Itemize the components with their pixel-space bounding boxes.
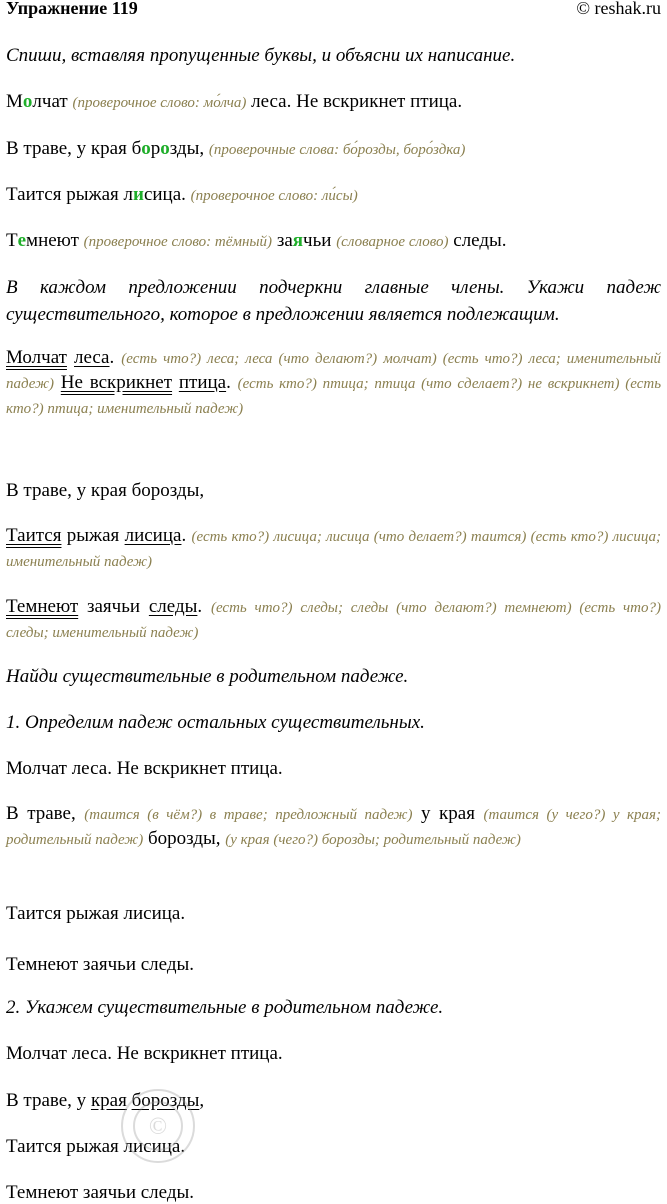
text: р — [150, 138, 161, 159]
analysis-sentence-2: В траве, у края борозды, — [6, 480, 205, 501]
text: леса. Не вскрикнет птица. — [246, 91, 463, 112]
text: . — [197, 596, 211, 617]
header — [6, 0, 661, 22]
text: В траве, — [6, 803, 85, 824]
genitive-sentence-4: Темнеют заячьи следы. — [6, 1182, 195, 1203]
check-word-note: (проверочное слово: тёмный) — [83, 234, 273, 250]
text: борозды, — [143, 828, 226, 849]
case-sentence-3: Таится рыжая лисица. — [6, 903, 186, 924]
case-sentence-2 — [6, 802, 661, 852]
task-instruction-2: В каждом предложении подчеркни главные члены. Укажи падеж существительного, которое в предложении является подлежащим. — [6, 277, 661, 325]
predicate: Таится — [6, 525, 62, 546]
analysis-note: (есть что?) леса; леса (что делают?) молчат) (есть что?) леса; именительный падеж) — [6, 351, 662, 392]
text: В траве, у края б — [6, 138, 142, 159]
analysis-sentence-4 — [6, 595, 661, 645]
text: . — [226, 372, 238, 393]
text: зды, — [169, 138, 209, 159]
inserted-letter: о — [160, 138, 170, 159]
task-instruction-3: Найди существительные в родительном падеже. — [6, 666, 409, 687]
sentence-3 — [6, 183, 661, 208]
analysis-note: (есть что?) следы; следы (что делают?) темнеют) (есть что?) следы; именительный падеж) — [6, 600, 661, 641]
sentence-4 — [6, 229, 661, 254]
text: . — [109, 347, 122, 368]
subject: следы — [148, 596, 198, 617]
text: лчат — [32, 91, 73, 112]
analysis-note: (есть кто?) птица; птица (что сделает?) не вскрикнет) (есть кто?) птица; именительный падеж) — [6, 376, 662, 417]
analysis-sentence-1 — [6, 346, 661, 421]
text: Т — [6, 230, 18, 251]
text: сица. — [143, 184, 191, 205]
exercise-title: Упражнение 119 — [6, 0, 138, 18]
text: В траве, у — [6, 1090, 91, 1111]
check-word-note: (проверочные слова: бо́розды, боро́здка) — [208, 142, 466, 158]
task-instruction-1: Спиши, вставляя пропущенные буквы, и объясни их написание. — [6, 45, 516, 66]
inserted-letter: и — [133, 184, 144, 205]
genitive-sentence-2 — [6, 1089, 661, 1112]
case-sentence-1: Молчат леса. Не вскрикнет птица. — [6, 758, 283, 779]
case-note: (таится (у чего?) у края; родительный падеж) — [6, 807, 661, 848]
sentence-1 — [6, 90, 661, 115]
dictionary-word-note: (словарное слово) — [336, 234, 449, 250]
text: чьи — [303, 230, 337, 251]
site-credit: © reshak.ru — [576, 0, 661, 18]
text: мнеют — [26, 230, 84, 251]
subject: леса — [74, 347, 110, 368]
subject: птица — [178, 372, 227, 393]
case-note: (таится (в чём?) в траве; предложный падеж) — [84, 807, 413, 823]
genitive-noun: края — [90, 1090, 127, 1111]
text: у края — [412, 803, 484, 824]
text: рыжая — [61, 525, 125, 546]
text: Таится рыжая л — [6, 184, 133, 205]
predicate: Не вскрикнет — [60, 372, 173, 393]
step-1-heading: 1. Определим падеж остальных существительных. — [6, 712, 425, 733]
subject: лисица — [124, 525, 182, 546]
genitive-sentence-3: Таится рыжая лисица. — [6, 1136, 186, 1157]
analysis-note: (есть кто?) лисица; лисица (что делает?) таится) (есть кто?) лисица; именительный падеж) — [6, 529, 661, 570]
check-word-note: (проверочное слово: ли́сы) — [190, 188, 358, 204]
text: . — [181, 525, 192, 546]
genitive-sentence-1: Молчат леса. Не вскрикнет птица. — [6, 1043, 283, 1064]
genitive-noun: борозды — [131, 1090, 200, 1111]
svg-text:©: © — [148, 1114, 168, 1140]
inserted-letter: е — [17, 230, 27, 251]
check-word-note: (проверочное слово: мо́лча) — [72, 95, 247, 111]
predicate: Молчат — [6, 347, 67, 368]
inserted-letter: о — [22, 91, 33, 112]
inserted-letter: я — [292, 230, 304, 251]
text: следы. — [448, 230, 507, 251]
case-note: (у края (чего?) борозды; родительный падеж) — [225, 832, 521, 848]
inserted-letter: о — [141, 138, 151, 159]
watermark-logo — [118, 1086, 198, 1166]
sentence-2 — [6, 137, 661, 162]
step-2-heading: 2. Укажем существительные в родительном падеже. — [6, 997, 444, 1018]
text: за — [272, 230, 293, 251]
text: , — [199, 1090, 205, 1111]
text: заячьи — [78, 596, 149, 617]
predicate: Темнеют — [6, 596, 79, 617]
analysis-sentence-3 — [6, 524, 661, 574]
text: М — [6, 91, 23, 112]
case-sentence-4: Темнеют заячьи следы. — [6, 954, 195, 975]
